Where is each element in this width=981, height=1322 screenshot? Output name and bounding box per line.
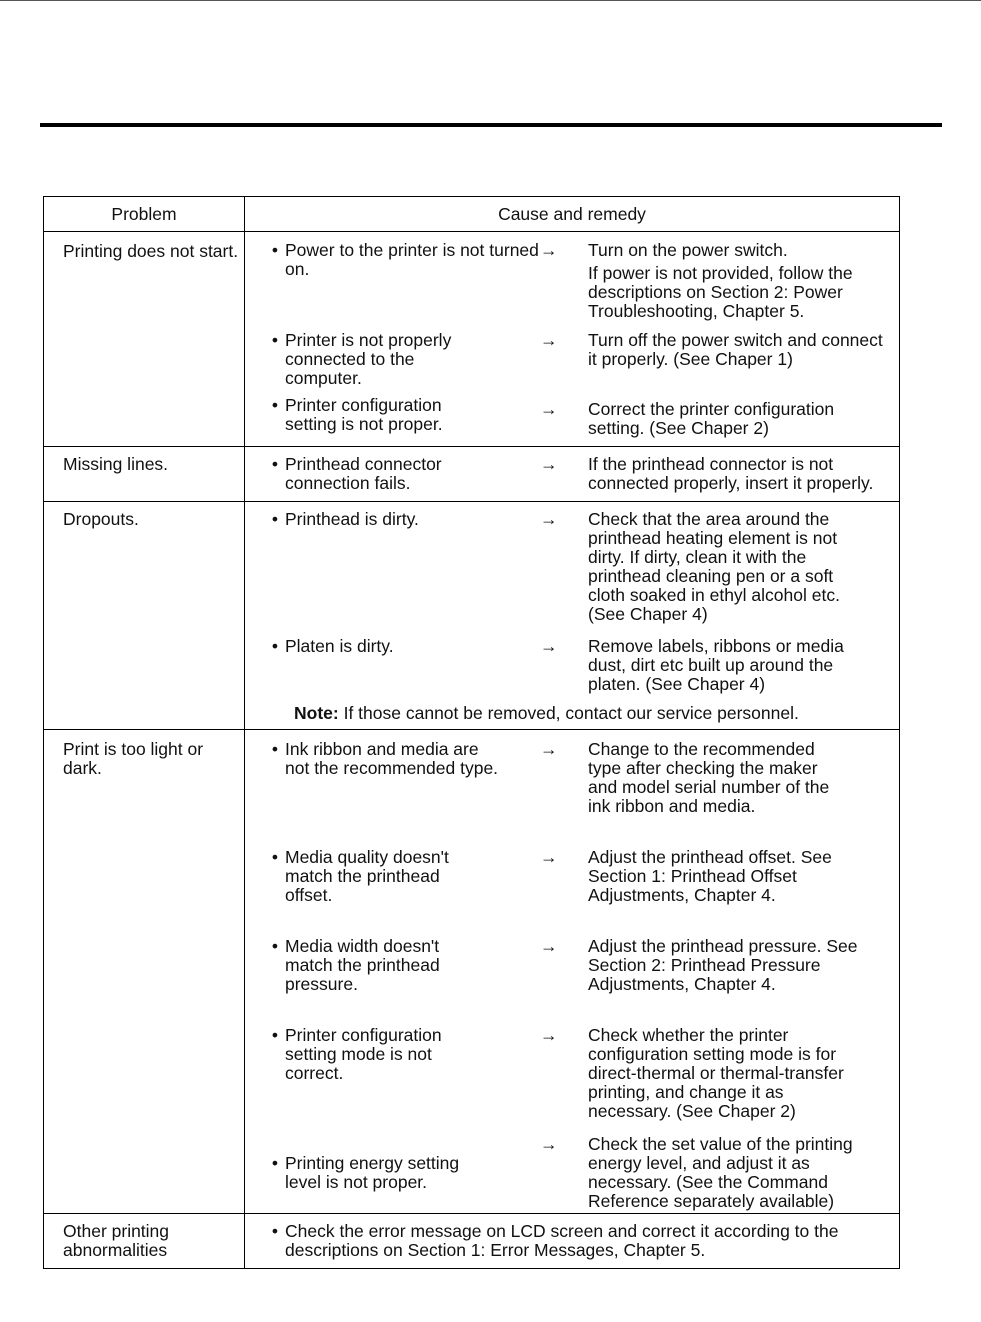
problem-cell: Other printing abnormalities — [44, 1214, 245, 1269]
bullet: • — [271, 1025, 278, 1045]
bullet: • — [271, 739, 278, 759]
cause-remedy-cell — [245, 447, 900, 502]
bullet: • — [271, 847, 278, 867]
bullet: • — [271, 1221, 278, 1241]
problem-cell: Dropouts. — [44, 502, 245, 730]
remedy-line: Turn on the power switch. — [588, 240, 788, 260]
remedy-text: Check whether the printer configuration setting mode is for direct-thermal or thermal-transfer printing, and change it as necessary. (See Chaper 2) — [588, 1025, 844, 1121]
remedy-text: Correct the printer configuration setting. (See Chaper 2) — [588, 399, 835, 438]
cause-text: Ink ribbon and media are not the recommended type. — [285, 739, 499, 778]
cause-item — [245, 637, 899, 694]
remedy-text: Change to the recommended type after checking the maker and model serial number of the ink ribbon and media. — [588, 739, 830, 816]
arrow-icon: → — [540, 509, 558, 529]
table-row — [44, 1214, 900, 1269]
cause-text: Printer configuration setting is not proper. — [285, 395, 443, 434]
header-cause-remedy: Cause and remedy — [245, 197, 900, 232]
top-border-line — [0, 0, 981, 1]
cause-text: Platen is dirty. — [285, 636, 394, 656]
remedy-text: Check that the area around the printhead heating element is not dirty. If dirty, clean it with the printhead cleaning pen or a soft cloth soaked in ethyl alcohol etc. (See Chaper 4) — [588, 509, 840, 624]
bullet: • — [271, 454, 278, 474]
arrow-icon: → — [540, 1134, 558, 1154]
cause-text: Media width doesn't match the printhead pressure. — [285, 936, 440, 994]
troubleshooting-table — [43, 196, 900, 1269]
note-label: Note: — [294, 703, 339, 723]
table-row — [44, 447, 900, 502]
cause-text: Printhead connector connection fails. — [285, 454, 442, 493]
cause-item — [245, 1026, 899, 1121]
bullet: • — [271, 936, 278, 956]
arrow-icon: → — [540, 636, 558, 656]
cause-remedy-text: Check the error message on LCD screen and correct it according to the descriptions on Section 1: Error Messages, Chapter 5. — [285, 1221, 839, 1260]
bullet: • — [271, 509, 278, 529]
cause-text: Printing energy setting level is not proper. — [285, 1153, 460, 1192]
cause-item — [245, 455, 899, 493]
cause-remedy-cell — [245, 232, 900, 447]
remedy-text — [588, 241, 899, 321]
remedy-text: Remove labels, ribbons or media dust, dirt etc built up around the platen. (See Chaper 4) — [588, 636, 844, 694]
bullet: • — [271, 395, 278, 415]
cause-text: Printer is not properly connected to the computer. — [285, 330, 452, 388]
cause-text: Printhead is dirty. — [285, 509, 419, 529]
remedy-text: Adjust the printhead offset. See Section 1: Printhead Offset Adjustments, Chapter 4. — [588, 847, 832, 905]
table-row — [44, 502, 900, 730]
problem-cell: Printing does not start. — [44, 232, 245, 447]
remedy-text: Check the set value of the printing energy level, and adjust it as necessary. (See the Command Reference separately available) — [588, 1134, 853, 1211]
cause-item — [245, 396, 899, 438]
arrow-icon: → — [540, 847, 558, 867]
note-text: If those cannot be removed, contact our service personnel. — [343, 703, 799, 723]
cause-item — [245, 848, 899, 905]
remedy-text: Adjust the printhead pressure. See Section 2: Printhead Pressure Adjustments, Chapter 4. — [588, 936, 858, 994]
arrow-icon: → — [540, 240, 558, 260]
cause-text: Media quality doesn't match the printhead offset. — [285, 847, 449, 905]
cause-item — [245, 1222, 899, 1260]
table-row — [44, 232, 900, 447]
cause-item — [245, 1135, 899, 1211]
bullet: • — [271, 330, 278, 350]
cause-text: Printer configuration setting mode is not correct. — [285, 1025, 442, 1083]
bullet: • — [271, 1153, 278, 1173]
arrow-icon: → — [540, 936, 558, 956]
remedy-line-2: If power is not provided, follow the descriptions on Section 2: Power Troubleshooting, Chapter 5. — [588, 263, 853, 321]
cause-remedy-cell — [245, 1214, 900, 1269]
cause-remedy-cell — [245, 730, 900, 1214]
cause-item — [245, 740, 899, 816]
cause-item — [245, 937, 899, 994]
header-problem: Problem — [44, 197, 245, 232]
cause-item — [245, 510, 899, 624]
arrow-icon: → — [540, 330, 558, 350]
bullet: • — [271, 240, 278, 260]
arrow-icon: → — [540, 454, 558, 474]
remedy-text: Turn off the power switch and connect it properly. (See Chaper 1) — [588, 330, 883, 369]
note — [245, 704, 899, 723]
section-rule — [40, 123, 942, 127]
arrow-icon: → — [540, 399, 558, 419]
cause-item — [245, 241, 899, 321]
cause-item — [245, 331, 899, 388]
problem-cell: Missing lines. — [44, 447, 245, 502]
arrow-icon: → — [540, 1025, 558, 1045]
cause-remedy-cell — [245, 502, 900, 730]
table-header-row — [44, 197, 900, 232]
arrow-icon: → — [540, 739, 558, 759]
bullet: • — [271, 636, 278, 656]
remedy-text: If the printhead connector is not connected properly, insert it properly. — [588, 454, 874, 493]
problem-cell: Print is too light or dark. — [44, 730, 245, 1214]
cause-text: Power to the printer is not turned on. — [285, 240, 539, 279]
table-row — [44, 730, 900, 1214]
